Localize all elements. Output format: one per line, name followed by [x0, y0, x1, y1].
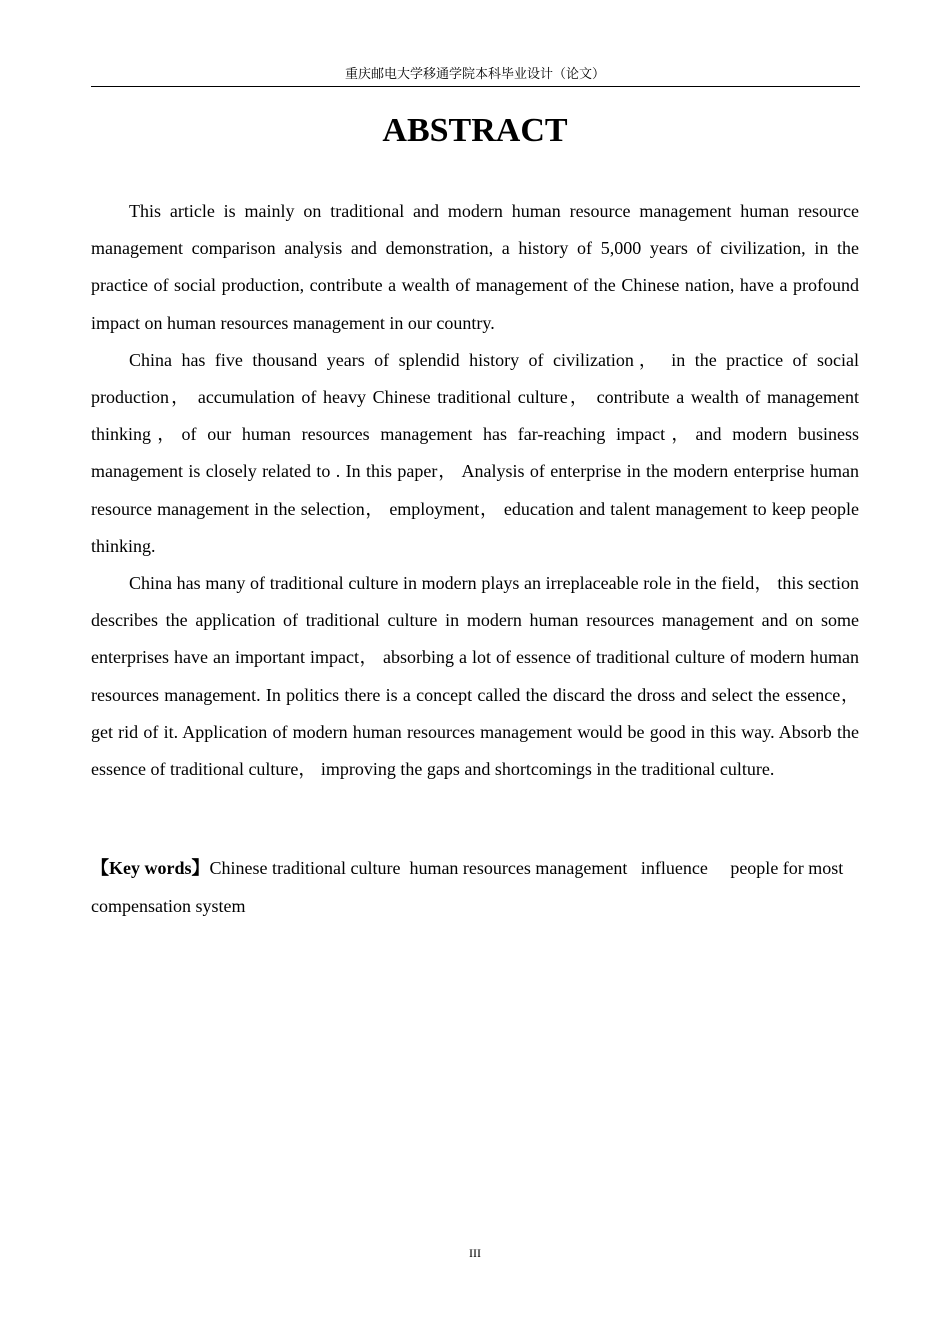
- keywords-label: 【Key words】: [91, 858, 210, 878]
- abstract-paragraph: China has five thousand years of splendid history of civilization， in the practice of social production， accumulation of heavy Chinese traditional culture， contribute a wealth of management thinking，of our human resources management has far-reaching impact，and modern business management is closely related to . In this paper， Analysis of enterprise in the modern enterprise human resource management in the selection， employment， education and talent management to keep people thinking.: [91, 349, 859, 556]
- keywords-text: Chinese traditional culture human resources management influence people for most compensation system: [91, 858, 862, 916]
- abstract-body: [91, 193, 859, 788]
- page-number: III: [469, 1246, 481, 1260]
- abstract-paragraph: This article is mainly on traditional and modern human resource management human resource management comparison analysis and demonstration, a history of 5,000 years of civilization, in the practice of social production, contribute a wealth of management of the Chinese nation, have a profound impact on human resources management in our country.: [91, 201, 859, 333]
- keywords-line: [91, 849, 862, 925]
- abstract-paragraph: China has many of traditional culture in modern plays an irreplaceable role in the field， this section describes the application of traditional culture in modern human resources management and on some enterprises have an important impact， absorbing a lot of essence of traditional culture of modern human resources management. In politics there is a concept called the discard the dross and select the essence， get rid of it. Application of modern human resources management would be good in this way. Absorb the essence of traditional culture， improving the gaps and shortcomings in the traditional culture.: [91, 573, 859, 780]
- header-divider: [91, 86, 860, 87]
- page-title: ABSTRACT: [382, 112, 568, 149]
- running-header: 重庆邮电大学移通学院本科毕业设计（论文）: [344, 67, 605, 82]
